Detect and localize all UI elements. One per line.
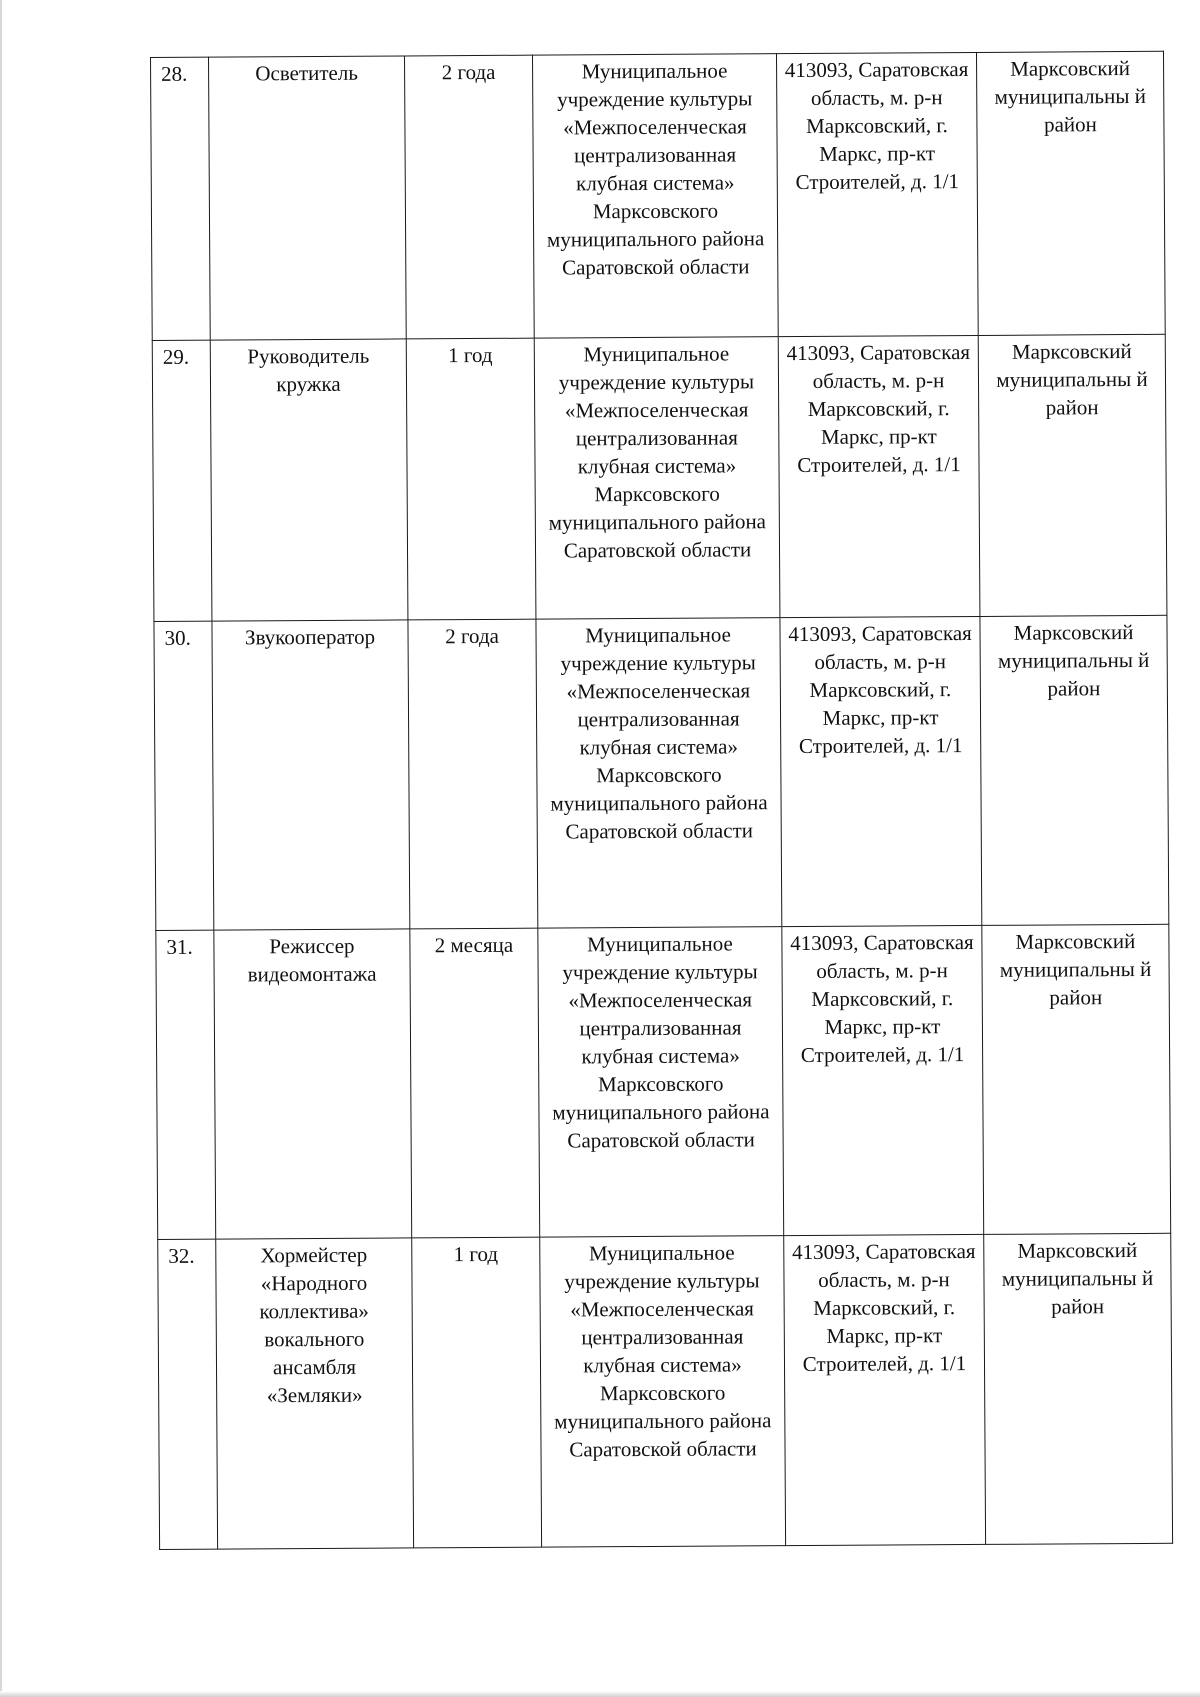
duration-cell — [408, 619, 538, 929]
duration: 2 месяца — [434, 932, 514, 958]
position-name: Осветитель — [255, 60, 358, 86]
row-number: 28. — [161, 61, 188, 86]
district: Марксовский муниципальны й район — [1001, 1237, 1154, 1319]
row-number: 31. — [166, 934, 193, 959]
address: 413093, Саратовская область, м. р-н Марксовский, г. Маркс, пр-кт Строителей, д. 1/1 — [784, 57, 969, 195]
row-number: 30. — [164, 625, 191, 650]
position-cell — [214, 929, 412, 1239]
organization-name: Муниципальное учреждение культуры «Межпоселенческая централизованная клубная система» Марксовского муниципального района Саратовской области — [552, 931, 770, 1153]
duration: 2 года — [445, 623, 499, 649]
organization-cell — [538, 927, 784, 1237]
position-cell — [210, 339, 408, 621]
address: 413093, Саратовская область, м. р-н Марксовский, г. Маркс, пр-кт Строителей, д. 1/1 — [786, 339, 971, 478]
district: Марксовский муниципальны й район — [996, 339, 1148, 420]
organization-cell — [540, 1236, 786, 1547]
district-cell — [978, 334, 1167, 616]
position-name: Руководитель кружка — [247, 343, 370, 397]
organization-name: Муниципальное учреждение культуры «Межпоселенческая централизованная клубная система» Марксовского муниципального района Саратовской области — [548, 341, 767, 563]
table-row — [156, 924, 1171, 1239]
address-cell — [778, 335, 980, 617]
duration: 2 года — [441, 59, 496, 85]
duration: 1 год — [453, 1241, 499, 1267]
duration-cell — [404, 55, 534, 339]
row-number: 32. — [168, 1243, 195, 1268]
district-cell — [976, 51, 1165, 335]
organization-cell — [536, 618, 782, 928]
position-name: Звукооператор — [244, 624, 376, 650]
scan-edge-bottom — [0, 1691, 1200, 1697]
district-cell — [980, 615, 1169, 925]
vacancy-table — [150, 51, 1173, 1550]
position-name: Режиссер видеомонтажа — [247, 933, 377, 987]
address-cell — [780, 616, 982, 926]
district: Марксовский муниципальны й район — [997, 620, 1150, 701]
row-number-cell — [152, 340, 212, 621]
row-number-cell — [158, 1239, 218, 1549]
address-cell — [776, 52, 978, 336]
address: 413093, Саратовская область, м. р-н Марксовский, г. Маркс, пр-кт Строителей, д. 1/1 — [790, 929, 974, 1068]
table-row — [152, 334, 1167, 621]
address: 413093, Саратовская область, м. р-н Марксовский, г. Маркс, пр-кт Строителей, д. 1/1 — [791, 1238, 976, 1377]
row-number-cell — [151, 57, 211, 340]
district: Марксовский муниципальны й район — [994, 56, 1147, 137]
table-row — [151, 51, 1166, 340]
position-name: Хормейстер «Народного коллектива» вокального ансамбля «Земляки» — [259, 1242, 369, 1408]
duration-cell — [410, 928, 540, 1238]
table-row — [154, 615, 1169, 930]
district: Марксовский муниципальны й район — [999, 928, 1152, 1010]
duration: 1 год — [448, 342, 493, 368]
duration-cell — [412, 1237, 542, 1548]
position-cell — [209, 56, 407, 340]
table-row — [158, 1233, 1173, 1549]
address-cell — [782, 925, 984, 1235]
address: 413093, Саратовская область, м. р-н Марксовский, г. Маркс, пр-кт Строителей, д. 1/1 — [788, 620, 972, 759]
address-cell — [784, 1234, 986, 1545]
organization-cell — [532, 54, 778, 338]
position-cell — [216, 1238, 414, 1549]
district-cell — [982, 924, 1171, 1234]
district-cell — [984, 1233, 1173, 1544]
scan-edge-left — [0, 0, 2, 1697]
position-cell — [212, 620, 410, 930]
duration-cell — [406, 338, 536, 620]
organization-name: Муниципальное учреждение культуры «Межпоселенческая централизованная клубная система» Марксовского муниципального района Саратовской области — [550, 622, 768, 844]
organization-name: Муниципальное учреждение культуры «Межпоселенческая централизованная клубная система» Марксовского муниципального района Саратовской области — [546, 58, 765, 280]
row-number-cell — [156, 930, 216, 1239]
row-number: 29. — [162, 344, 190, 369]
organization-cell — [534, 337, 780, 619]
row-number-cell — [154, 621, 214, 930]
organization-name: Муниципальное учреждение культуры «Межпоселенческая централизованная клубная система» Марксовского муниципального района Саратовской области — [554, 1240, 772, 1462]
